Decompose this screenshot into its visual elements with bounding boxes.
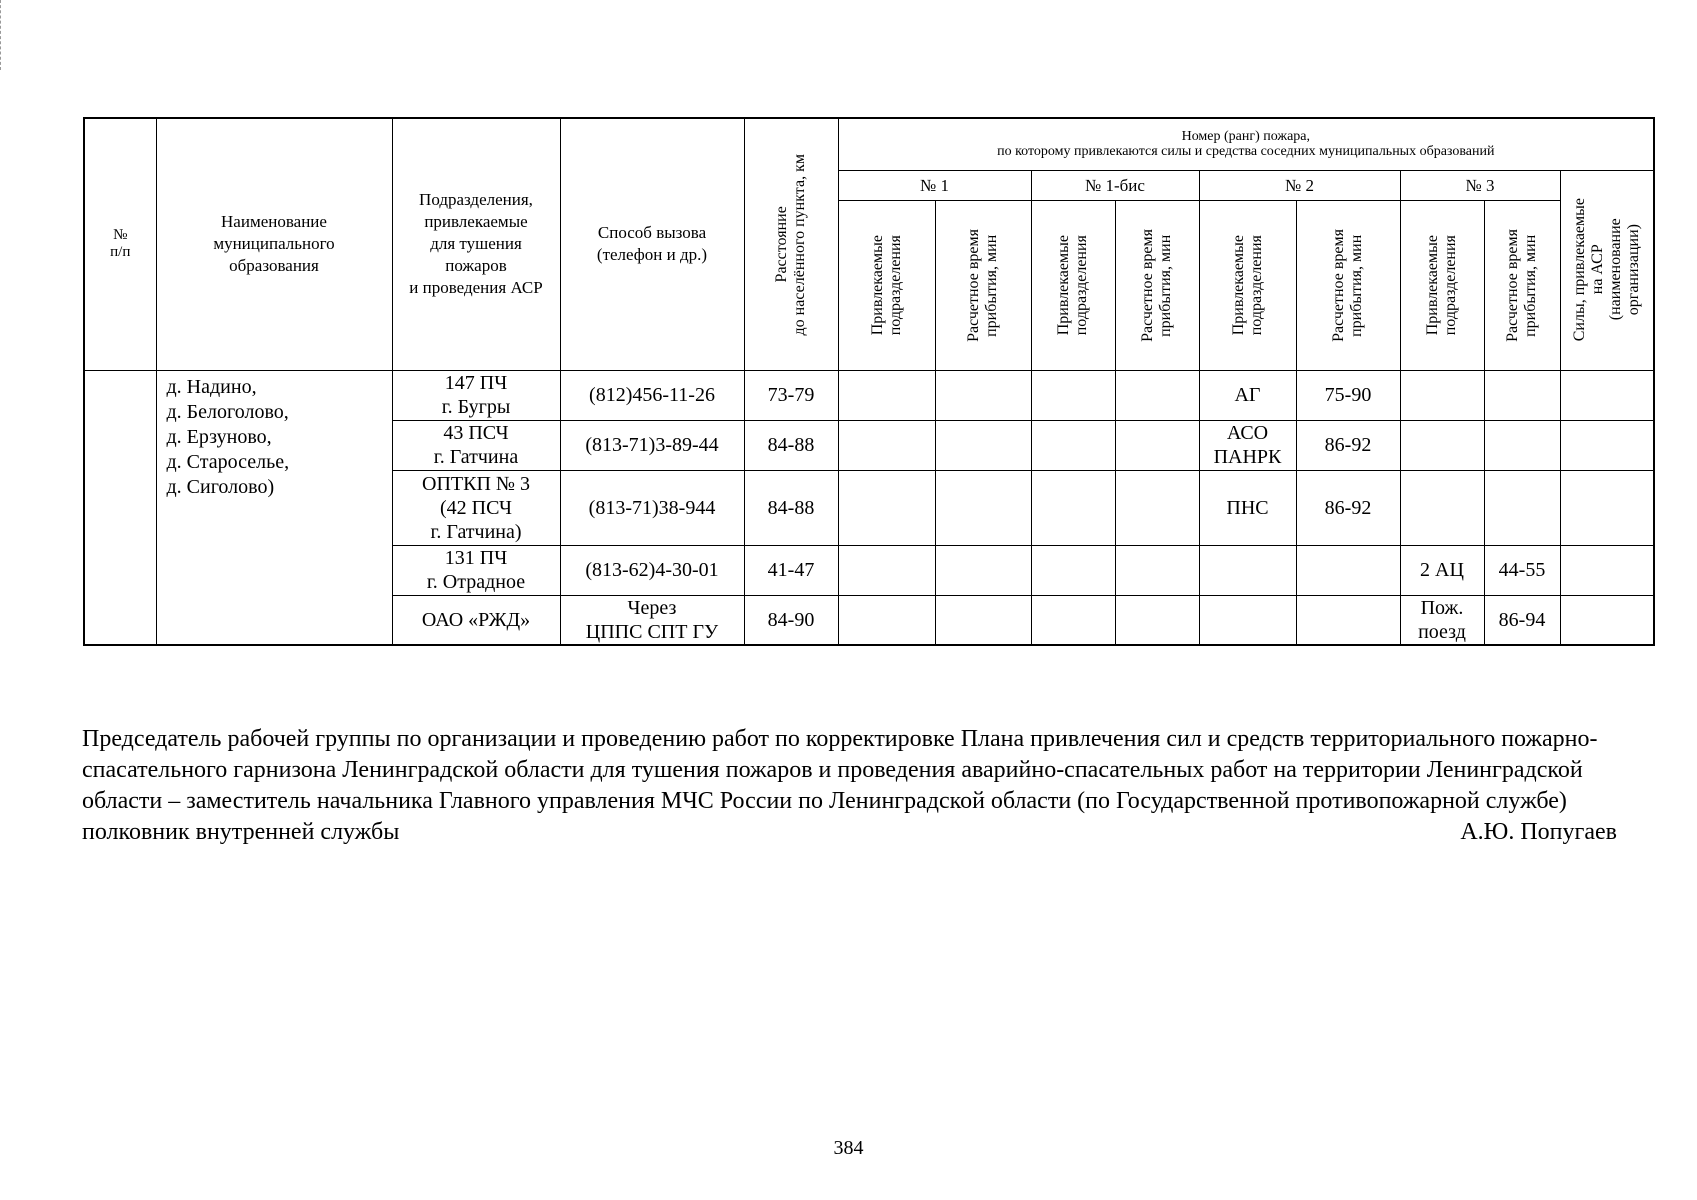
r3-time-cell: 44-55 — [1484, 545, 1560, 595]
unit-cell: 147 ПЧ г. Бугры — [392, 370, 560, 420]
r1b-unit-cell — [1031, 470, 1115, 545]
unit-cell: 43 ПСЧ г. Гатчина — [392, 420, 560, 470]
r3-time-cell — [1484, 470, 1560, 545]
asr-cell — [1560, 420, 1654, 470]
asr-cell — [1560, 470, 1654, 545]
r1b-time-cell — [1115, 595, 1199, 645]
call-cell: Через ЦППС СПТ ГУ — [560, 595, 744, 645]
header-distance: Расстояние до населённого пункта, км — [773, 153, 808, 335]
distance-cell: 84-90 — [744, 595, 838, 645]
officer-rank: полковник внутренней службы — [82, 819, 400, 845]
header-r3-units: Привлекаемые подразделения — [1424, 234, 1459, 336]
r1-unit-cell — [838, 595, 935, 645]
call-cell: (813-71)3-89-44 — [560, 420, 744, 470]
r1b-unit-cell — [1031, 420, 1115, 470]
r3-unit-cell — [1400, 420, 1484, 470]
r2-unit-cell: ПНС — [1199, 470, 1296, 545]
r3-unit-cell — [1400, 470, 1484, 545]
r3-time-cell: 86-94 — [1484, 595, 1560, 645]
r1b-time-cell — [1115, 370, 1199, 420]
fire-forces-table — [83, 117, 1655, 646]
header-fire-rank: Номер (ранг) пожара, по которому привлекаются силы и средства соседних муниципальных образований — [838, 118, 1654, 170]
municipality-list: д. Надино, д. Белоголово, д. Ерзуново, д. Староселье, д. Сиголово) — [156, 370, 392, 645]
scan-margin-mark — [0, 0, 3, 70]
header-rank-1bis: № 1-бис — [1031, 170, 1199, 200]
r2-unit-cell: АСО ПАНРК — [1199, 420, 1296, 470]
r3-time-cell — [1484, 370, 1560, 420]
header-rank-1: № 1 — [838, 170, 1031, 200]
asr-cell — [1560, 595, 1654, 645]
header-rank-3: № 3 — [1400, 170, 1560, 200]
r3-time-cell — [1484, 420, 1560, 470]
r2-time-cell: 86-92 — [1296, 420, 1400, 470]
r1b-time-cell — [1115, 420, 1199, 470]
r3-unit-cell — [1400, 370, 1484, 420]
r1b-unit-cell — [1031, 545, 1115, 595]
r1-unit-cell — [838, 420, 935, 470]
header-municipality: Наименование муниципального образования — [156, 118, 392, 370]
header-call-method: Способ вызова (телефон и др.) — [560, 118, 744, 370]
r1b-time-cell — [1115, 545, 1199, 595]
distance-cell: 73-79 — [744, 370, 838, 420]
call-cell: (812)456-11-26 — [560, 370, 744, 420]
header-num: № п/п — [84, 118, 156, 370]
r1b-unit-cell — [1031, 595, 1115, 645]
r1-unit-cell — [838, 470, 935, 545]
chairman-paragraph: Председатель рабочей группы по организации и проведению работ по корректировке Плана привлечения сил и средств территориального пожарно-спасательного гарнизона Ленинградской области для тушения пожаров и проведения аварийно-спасательных работ на территории Ленинградской области – заместитель начальника Главного управления МЧС России по Ленинградской области (по Государственной противопожарной службе) — [82, 726, 1598, 814]
header-r1b-time: Расчетное время прибытия, мин — [1139, 228, 1174, 342]
unit-cell: ОАО «РЖД» — [392, 595, 560, 645]
r1b-unit-cell — [1031, 370, 1115, 420]
header-units: Подразделения, привлекаемые для тушения пожаров и проведения АСР — [392, 118, 560, 370]
header-r2-units: Привлекаемые подразделения — [1229, 234, 1265, 336]
r1-time-cell — [935, 370, 1031, 420]
r1-unit-cell — [838, 370, 935, 420]
header-r1-units: Привлекаемые подразделения — [868, 234, 904, 336]
r2-unit-cell — [1199, 595, 1296, 645]
r1-time-cell — [935, 420, 1031, 470]
call-cell: (813-62)4-30-01 — [560, 545, 744, 595]
header-r3-time: Расчетное время прибытия, мин — [1504, 228, 1539, 342]
distance-cell: 84-88 — [744, 470, 838, 545]
header-distance-cell — [744, 118, 838, 370]
r2-time-cell — [1296, 595, 1400, 645]
r1-unit-cell — [838, 545, 935, 595]
signature-row — [82, 817, 1617, 848]
header-asr-cell — [1560, 170, 1654, 370]
call-cell: (813-71)38-944 — [560, 470, 744, 545]
header-asr-forces: Силы, привлекаемые на АСР (наименование организации) — [1570, 198, 1642, 342]
unit-cell: ОПТКП № 3 (42 ПСЧ г. Гатчина) — [392, 470, 560, 545]
header-r2-time: Расчетное время прибытия, мин — [1330, 228, 1365, 342]
r3-unit-cell: 2 АЦ — [1400, 545, 1484, 595]
r1-time-cell — [935, 470, 1031, 545]
r2-time-cell — [1296, 545, 1400, 595]
r2-unit-cell: АГ — [1199, 370, 1296, 420]
r2-unit-cell — [1199, 545, 1296, 595]
r2-time-cell: 86-92 — [1296, 470, 1400, 545]
r1b-time-cell — [1115, 470, 1199, 545]
header-rank-2: № 2 — [1199, 170, 1400, 200]
header-r1b-units: Привлекаемые подразделения — [1055, 234, 1090, 336]
officer-signature-name: А.Ю. Попугаев — [1460, 819, 1617, 845]
unit-cell: 131 ПЧ г. Отрадное — [392, 545, 560, 595]
page-number: 384 — [833, 1137, 864, 1159]
distance-cell: 84-88 — [744, 420, 838, 470]
table-row — [84, 370, 1654, 420]
signature-block — [82, 724, 1617, 848]
r1-time-cell — [935, 595, 1031, 645]
distance-cell: 41-47 — [744, 545, 838, 595]
asr-cell — [1560, 370, 1654, 420]
row-num-cell — [84, 370, 156, 645]
asr-cell — [1560, 545, 1654, 595]
r1-time-cell — [935, 545, 1031, 595]
r3-unit-cell: Пож. поезд — [1400, 595, 1484, 645]
header-r1-time: Расчетное время прибытия, мин — [965, 228, 1000, 342]
r2-time-cell: 75-90 — [1296, 370, 1400, 420]
